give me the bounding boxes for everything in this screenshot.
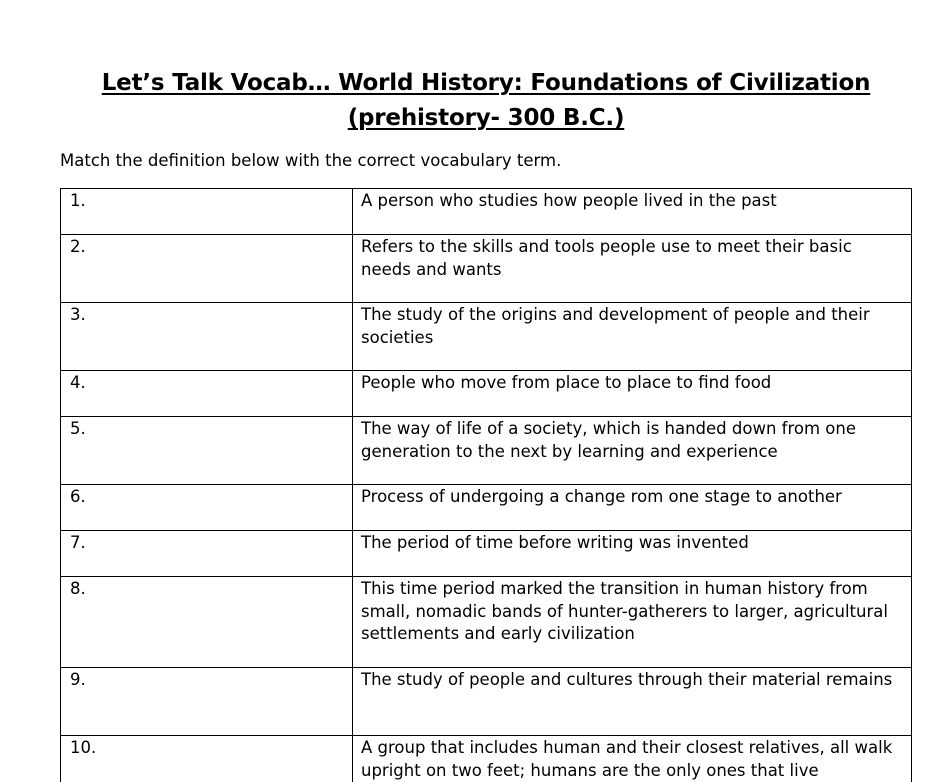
definition-cell: People who move from place to place to find food: [353, 371, 912, 417]
definition-cell: A group that includes human and their closest relatives, all walk upright on two feet; humans are the only ones that live: [353, 736, 912, 782]
table-row: [61, 668, 912, 736]
definition-cell: A person who studies how people lived in the past: [353, 189, 912, 235]
definition-cell: The study of the origins and development of people and their societies: [353, 303, 912, 371]
definition-cell: The study of people and cultures through their material remains: [353, 668, 912, 736]
definition-cell: The period of time before writing was invented: [353, 531, 912, 577]
table-row: [61, 189, 912, 235]
term-cell[interactable]: 8.: [61, 577, 353, 668]
table-row: [61, 577, 912, 668]
definition-cell: The way of life of a society, which is handed down from one generation to the next by learning and experience: [353, 417, 912, 485]
table-row: [61, 531, 912, 577]
term-cell[interactable]: 2.: [61, 235, 353, 303]
definition-cell: Refers to the skills and tools people use to meet their basic needs and wants: [353, 235, 912, 303]
table-row: [61, 417, 912, 485]
term-cell[interactable]: 10.: [61, 736, 353, 782]
term-cell[interactable]: 7.: [61, 531, 353, 577]
term-cell[interactable]: 5.: [61, 417, 353, 485]
table-row: [61, 736, 912, 782]
table-row: [61, 371, 912, 417]
term-cell[interactable]: 1.: [61, 189, 353, 235]
term-cell[interactable]: 4.: [61, 371, 353, 417]
vocab-table: [60, 188, 912, 782]
table-row: [61, 485, 912, 531]
table-row: [61, 303, 912, 371]
definition-cell: Process of undergoing a change rom one stage to another: [353, 485, 912, 531]
term-cell[interactable]: 9.: [61, 668, 353, 736]
definition-cell: This time period marked the transition in human history from small, nomadic bands of hunter-gatherers to larger, agricultural settlements and early civilization: [353, 577, 912, 668]
term-cell[interactable]: 6.: [61, 485, 353, 531]
instructions: Match the definition below with the correct vocabulary term.: [60, 151, 562, 170]
term-cell[interactable]: 3.: [61, 303, 353, 371]
table-row: [61, 235, 912, 303]
title-line-2: (prehistory- 300 B.C.): [347, 105, 625, 131]
title-line-1: Let’s Talk Vocab… World History: Foundations of Civilization: [101, 70, 871, 96]
